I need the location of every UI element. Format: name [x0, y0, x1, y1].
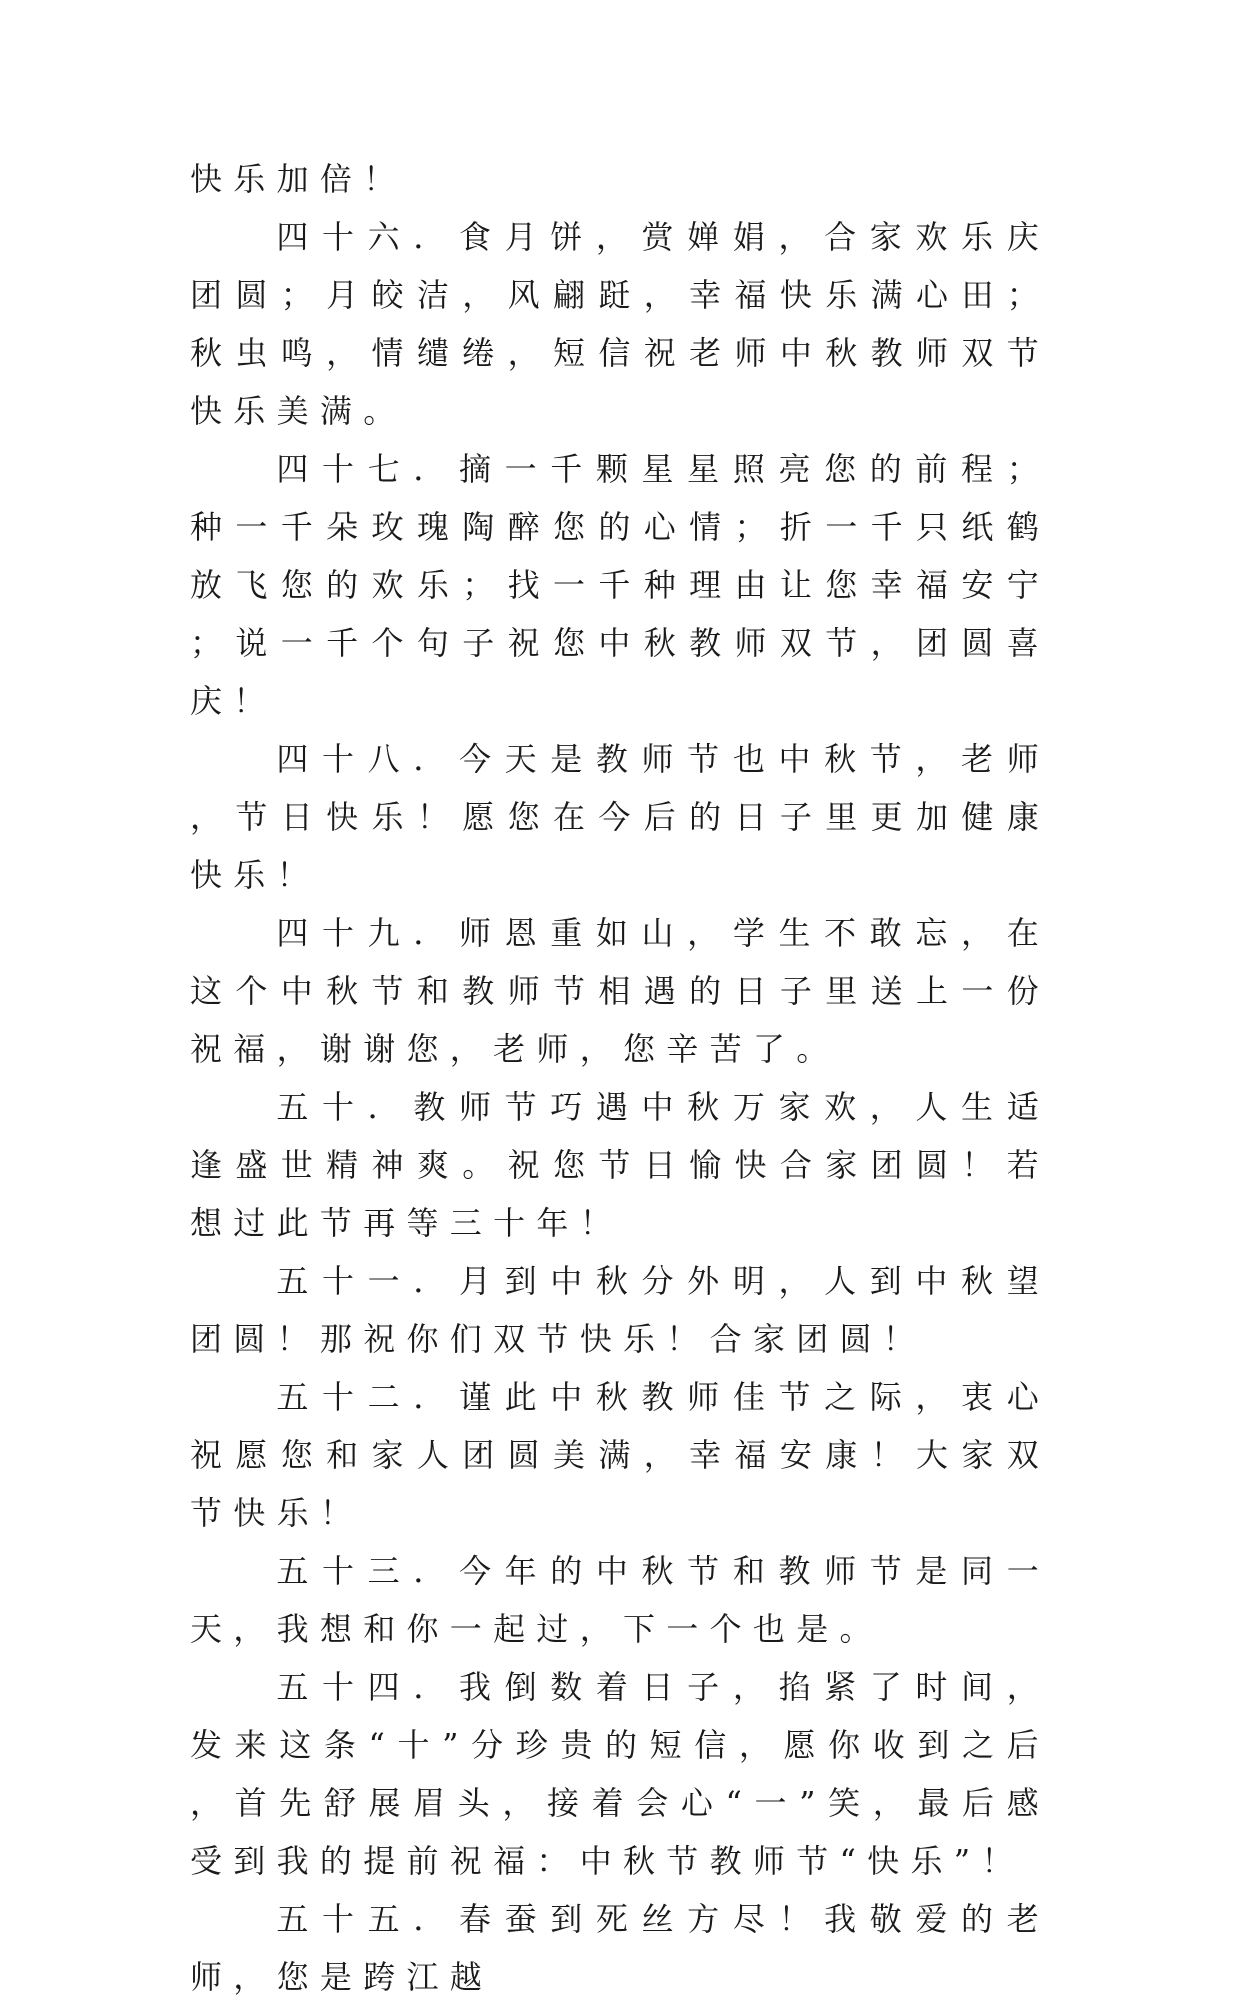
paragraph-54: 五十四．我倒数着日子，掐紧了时间，发来这条“十”分珍贵的短信，愿你收到之后，首先舒展眉头，接着会心“一”笑，最后感受到我的提前祝福：中秋节教师节“快乐”！ [190, 1668, 1050, 1880]
paragraph-50: 五十．教师节巧遇中秋万家欢，人生适逢盛世精神爽。祝您节日愉快合家团圆！若想过此节再等三十年！ [190, 1088, 1050, 1242]
paragraph-53: 五十三．今年的中秋节和教师节是同一天，我想和你一起过，下一个也是。 [190, 1552, 1050, 1648]
paragraph-47: 四十七．摘一千颗星星照亮您的前程；种一千朵玫瑰陶醉您的心情；折一千只纸鹤放飞您的欢乐；找一千种理由让您幸福安宁；说一千个句子祝您中秋教师双节，团圆喜庆！ [190, 450, 1050, 720]
paragraph-46: 四十六．食月饼，赏婵娟，合家欢乐庆团圆；月皎洁，风翩跹，幸福快乐满心田；秋虫鸣，情缱绻，短信祝老师中秋教师双节快乐美满。 [190, 218, 1050, 430]
paragraph-55: 五十五．春蚕到死丝方尽！我敬爱的老师，您是跨江越 [190, 1900, 1050, 1996]
document-body [190, 150, 1050, 2006]
paragraph-48: 四十八．今天是教师节也中秋节，老师，节日快乐！愿您在今后的日子里更加健康快乐！ [190, 740, 1050, 894]
paragraph-51: 五十一．月到中秋分外明，人到中秋望团圆！那祝你们双节快乐！合家团圆！ [190, 1262, 1050, 1358]
paragraph-52: 五十二．谨此中秋教师佳节之际，衷心祝愿您和家人团圆美满，幸福安康！大家双节快乐！ [190, 1378, 1050, 1532]
paragraph-49: 四十九．师恩重如山，学生不敢忘，在这个中秋节和教师节相遇的日子里送上一份祝福，谢谢您，老师，您辛苦了。 [190, 914, 1050, 1068]
paragraph-continuation: 快乐加倍！ [190, 160, 407, 198]
